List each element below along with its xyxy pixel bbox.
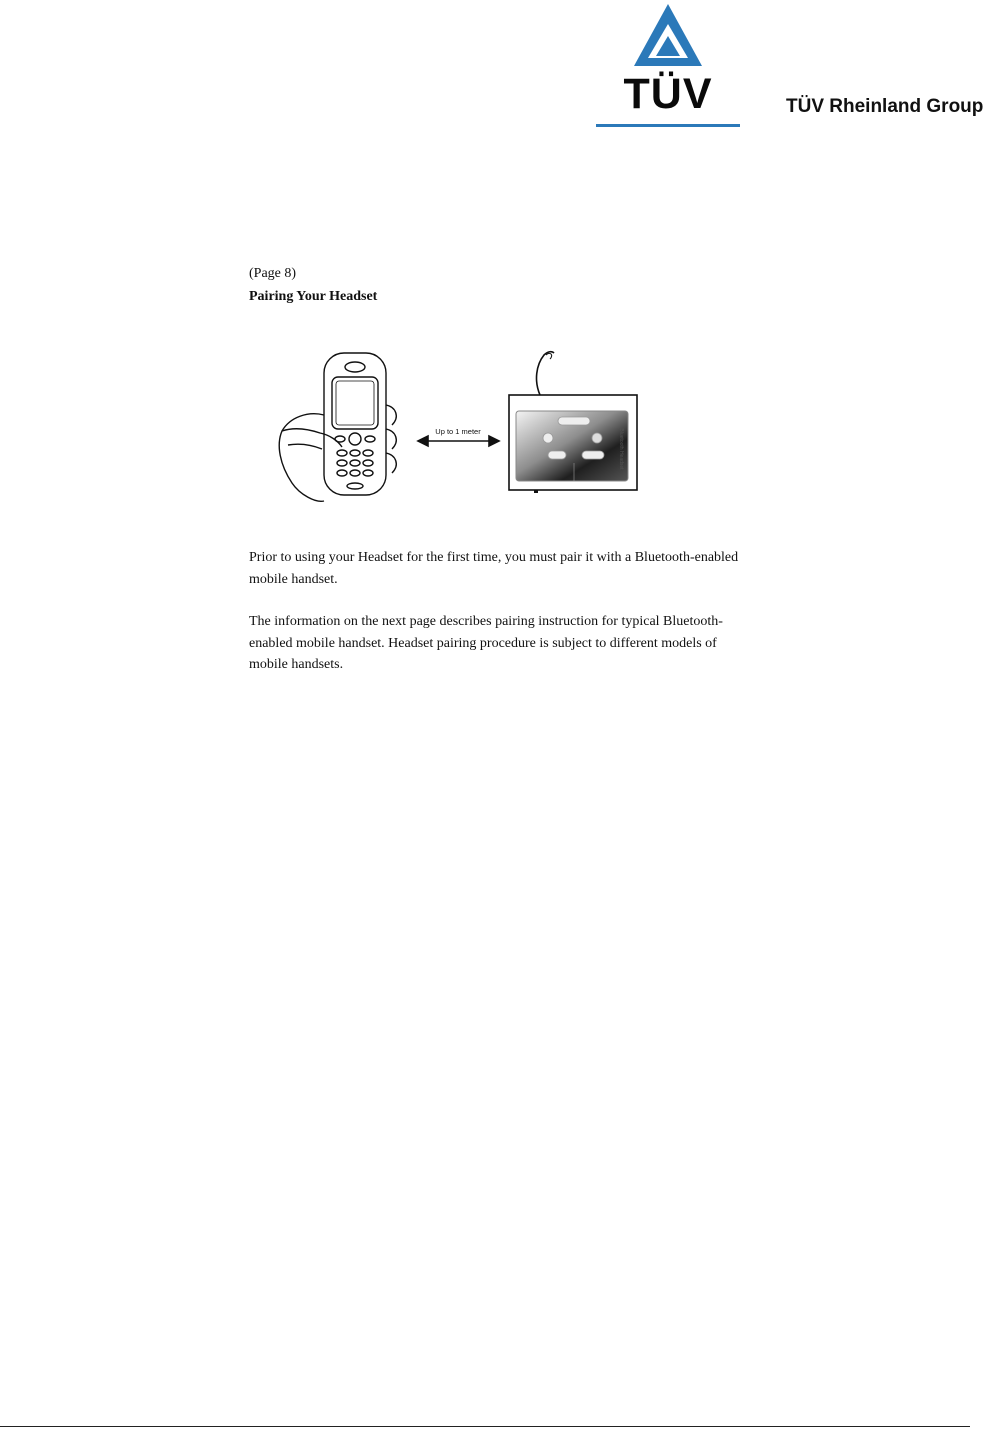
pairing-illustration bbox=[268, 345, 642, 510]
pairing-figure-svg bbox=[268, 345, 642, 510]
mobile-phone-icon bbox=[279, 353, 396, 501]
tuv-triangle-icon bbox=[632, 0, 704, 68]
distance-arrow-icon bbox=[418, 436, 499, 446]
distance-label: Up to 1 meter bbox=[435, 427, 481, 436]
headset-device-icon bbox=[509, 352, 637, 493]
logo-word: TÜV bbox=[623, 70, 713, 118]
device-label: Bluetooth Headset bbox=[618, 428, 624, 470]
paragraph-info: The information on the next page describes pairing instruction for typical Bluetooth-enabled mobile handset. Headset pairing procedure is subject to different models of mobile handsets. bbox=[249, 614, 723, 672]
footer-rule bbox=[0, 1426, 970, 1427]
section-heading: Pairing Your Headset bbox=[249, 289, 378, 304]
tuv-logo bbox=[596, 0, 740, 128]
paragraph-intro: Prior to using your Headset for the first time, you must pair it with a Bluetooth-enabled mobile handset. bbox=[249, 550, 739, 587]
logo-underline bbox=[596, 124, 740, 127]
group-name: TÜV Rheinland Group bbox=[786, 96, 984, 117]
page-reference: (Page 8) bbox=[249, 266, 297, 281]
